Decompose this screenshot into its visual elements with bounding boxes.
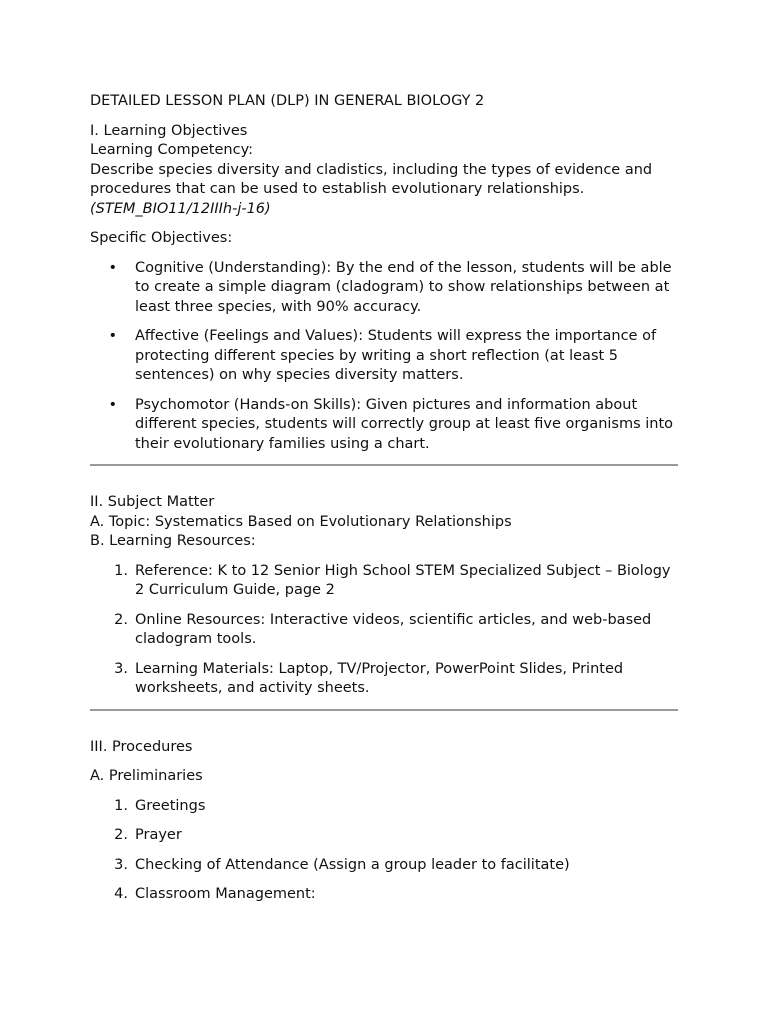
list-item [90, 826, 680, 846]
specific-objectives-label: Specific Objectives: [90, 230, 233, 246]
list-item [90, 259, 680, 318]
resources-label: B. Learning Resources: [90, 533, 256, 549]
resource-text: Online Resources: Interactive videos, scientific articles, and web-based cladogram tools. [135, 611, 652, 647]
number-marker: 1. [114, 797, 128, 814]
list-item [90, 885, 680, 905]
resource-text: Learning Materials: Laptop, TV/Projector, PowerPoint Slides, Printed worksheets, and activity sheets. [135, 660, 624, 696]
preliminaries-list [90, 797, 680, 905]
number-marker: 3. [114, 856, 128, 873]
bullet-marker: • [108, 259, 117, 276]
step-text: Prayer [135, 827, 182, 843]
objective-text: Psychomotor (Hands-on Skills): Given pictures and information about different species, students will correctly group at least five organisms into their evolutionary families using a chart. [135, 396, 674, 452]
resource-text: Reference: K to 12 Senior High School STEM Specialized Subject – Biology 2 Curriculum Guide, page 2 [135, 562, 671, 598]
objectives-list [90, 259, 680, 455]
lesson-plan-content [90, 92, 680, 915]
section-learning-objectives [90, 122, 680, 455]
number-marker: 4. [114, 886, 128, 902]
competency-label: Learning Competency: [90, 142, 253, 158]
section-divider [90, 709, 678, 711]
list-item [90, 327, 680, 386]
section-procedures [90, 738, 680, 905]
step-text: Checking of Attendance (Assign a group leader to facilitate) [135, 856, 570, 873]
resources-list [90, 562, 680, 699]
step-text: Greetings [135, 797, 206, 814]
bullet-marker: • [108, 328, 117, 344]
list-item [90, 660, 680, 699]
preliminaries-heading: A. Preliminaries [90, 768, 203, 784]
section-subject-matter [90, 493, 680, 699]
section-heading: I. Learning Objectives [90, 122, 248, 139]
number-marker: 2. [114, 611, 128, 628]
list-item [90, 856, 680, 876]
competency-text: Describe species diversity and cladistics, including the types of evidence and procedures that can be used to establish evolutionary relationships. [90, 161, 653, 197]
objective-text: Cognitive (Understanding): By the end of the lesson, students will be able to create a simple diagram (cladogram) to show relationships between at least three species, with 90% accuracy. [135, 259, 672, 315]
objective-text: Affective (Feelings and Values): Students will express the importance of protecting different species by writing a short reflection (at least 5 sentences) on why species diversity matters. [135, 328, 657, 383]
section-heading: II. Subject Matter [90, 494, 215, 510]
list-item [90, 797, 680, 817]
competency-code: (STEM_BIO11/12IIIh-j-16) [90, 200, 271, 217]
step-text: Classroom Management: [135, 886, 316, 902]
list-item [90, 611, 680, 650]
bullet-marker: • [108, 396, 117, 413]
number-marker: 3. [114, 660, 128, 677]
number-marker: 1. [114, 562, 128, 579]
section-divider [90, 464, 678, 466]
section-heading: III. Procedures [90, 738, 193, 755]
document-title: DETAILED LESSON PLAN (DLP) IN GENERAL BIOLOGY 2 [90, 93, 485, 109]
list-item [90, 396, 680, 455]
topic-text: A. Topic: Systematics Based on Evolutionary Relationships [90, 513, 512, 530]
number-marker: 2. [114, 827, 128, 843]
list-item [90, 562, 680, 601]
